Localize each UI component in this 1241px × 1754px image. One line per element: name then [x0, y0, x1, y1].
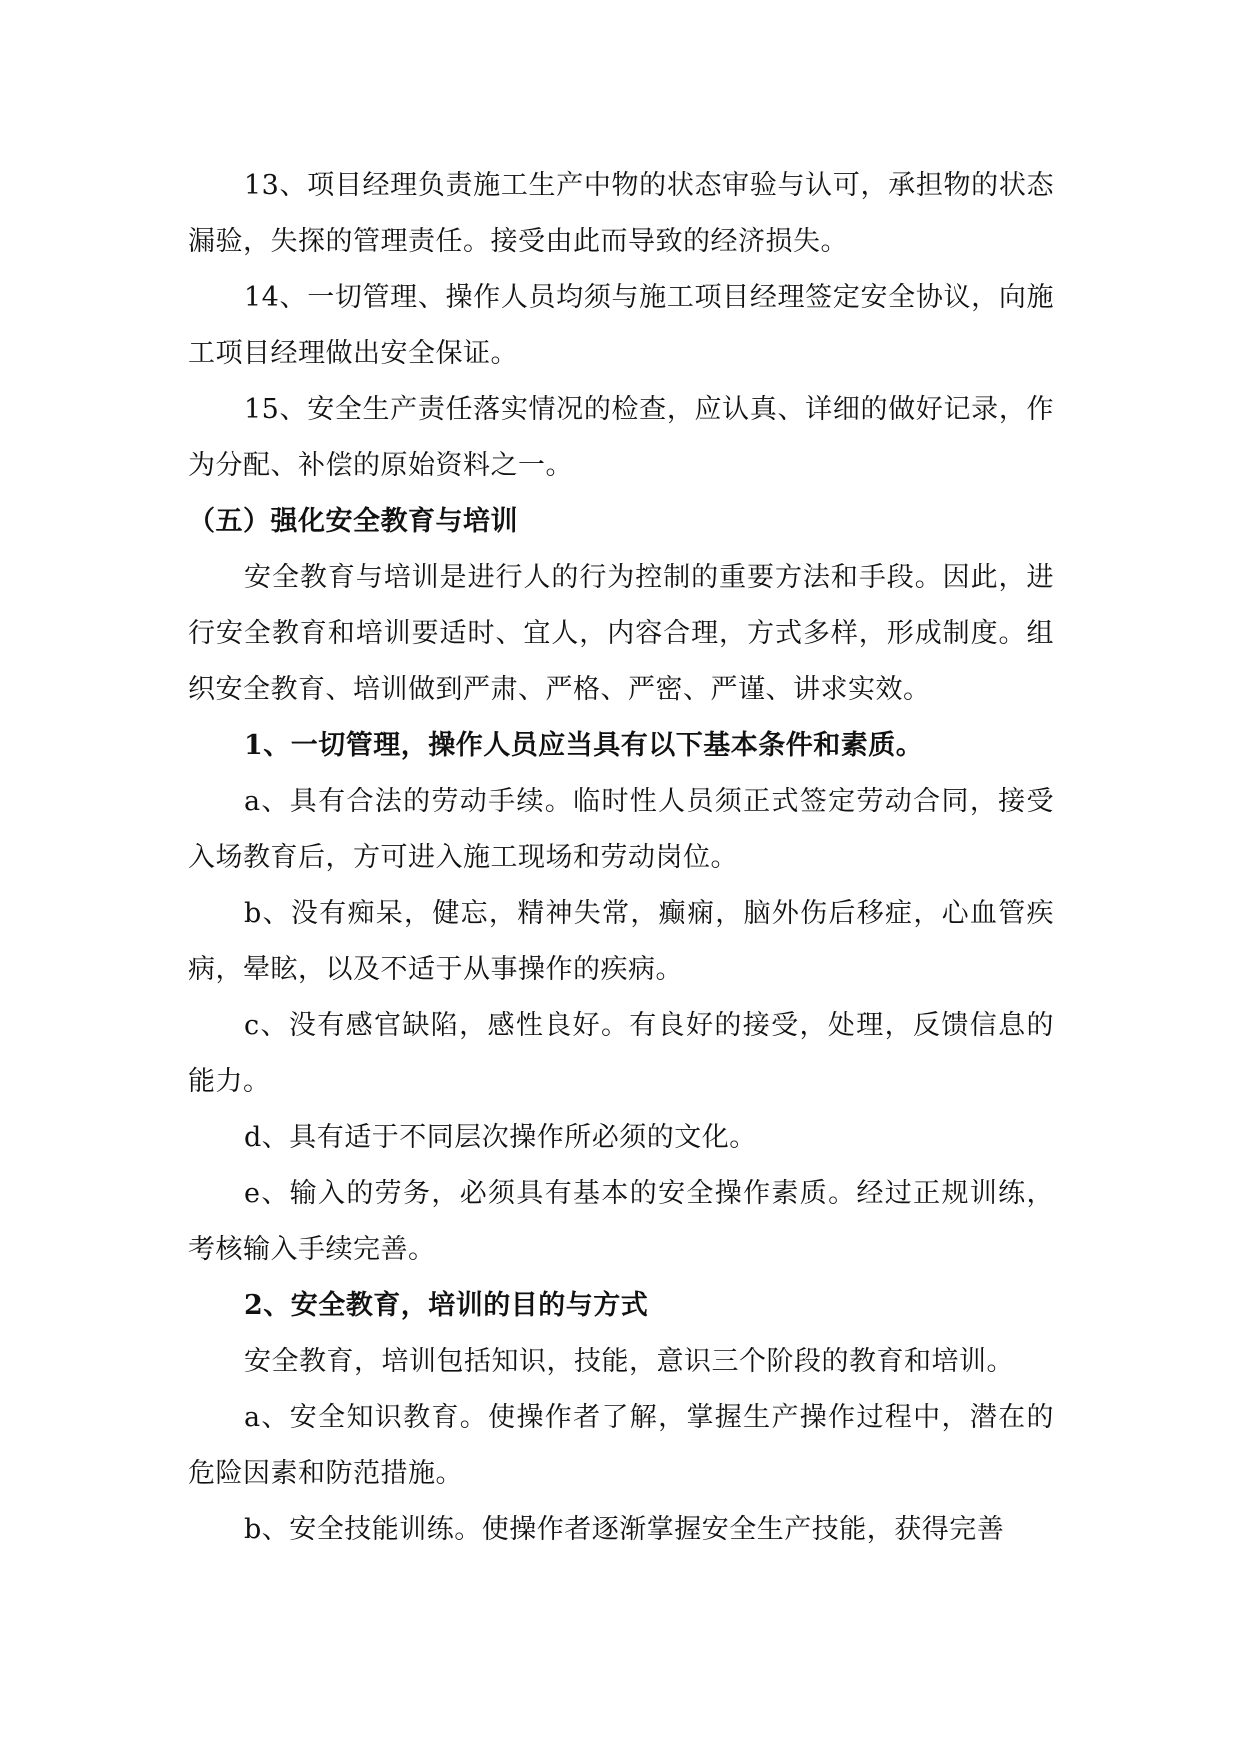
condition-item-b: b、没有痴呆，健忘，精神失常，癫痫，脑外伤后移症，心血管疾病，晕眩，以及不适于从事操作的疾病。 [188, 898, 1054, 985]
condition-item-e: e、输入的劳务，必须具有基本的安全操作素质。经过正规训练，考核输入手续完善。 [188, 1178, 1054, 1265]
document-page [188, 158, 1054, 1558]
section-heading-5: （五）强化安全教育与培训 [188, 506, 518, 537]
paragraph-item-13: 13、项目经理负责施工生产中物的状态审验与认可，承担物的状态漏验，失探的管理责任。接受由此而导致的经济损失。 [188, 170, 1054, 257]
paragraph-item-15: 15、安全生产责任落实情况的检查，应认真、详细的做好记录，作为分配、补偿的原始资料之一。 [188, 394, 1054, 481]
paragraph-item-14: 14、一切管理、操作人员均须与施工项目经理签定安全协议，向施工项目经理做出安全保证。 [188, 282, 1054, 369]
subheading-1: 1、一切管理，操作人员应当具有以下基本条件和素质。 [244, 730, 924, 761]
training-item-a: a、安全知识教育。使操作者了解，掌握生产操作过程中，潜在的危险因素和防范措施。 [188, 1402, 1054, 1489]
training-item-b: b、安全技能训练。使操作者逐渐掌握安全生产技能，获得完善 [244, 1514, 1005, 1545]
subheading-2: 2、安全教育，培训的目的与方式 [244, 1290, 649, 1321]
training-intro-paragraph: 安全教育，培训包括知识，技能，意识三个阶段的教育和培训。 [244, 1346, 1014, 1377]
condition-item-c: c、没有感官缺陷，感性良好。有良好的接受，处理，反馈信息的能力。 [188, 1010, 1054, 1097]
condition-item-d: d、具有适于不同层次操作所必须的文化。 [244, 1122, 757, 1153]
condition-item-a: a、具有合法的劳动手续。临时性人员须正式签定劳动合同，接受入场教育后，方可进入施工现场和劳动岗位。 [188, 786, 1054, 873]
section-intro-paragraph: 安全教育与培训是进行人的行为控制的重要方法和手段。因此，进行安全教育和培训要适时、宜人，内容合理，方式多样，形成制度。组织安全教育、培训做到严肃、严格、严密、严谨、讲求实效。 [188, 562, 1054, 705]
